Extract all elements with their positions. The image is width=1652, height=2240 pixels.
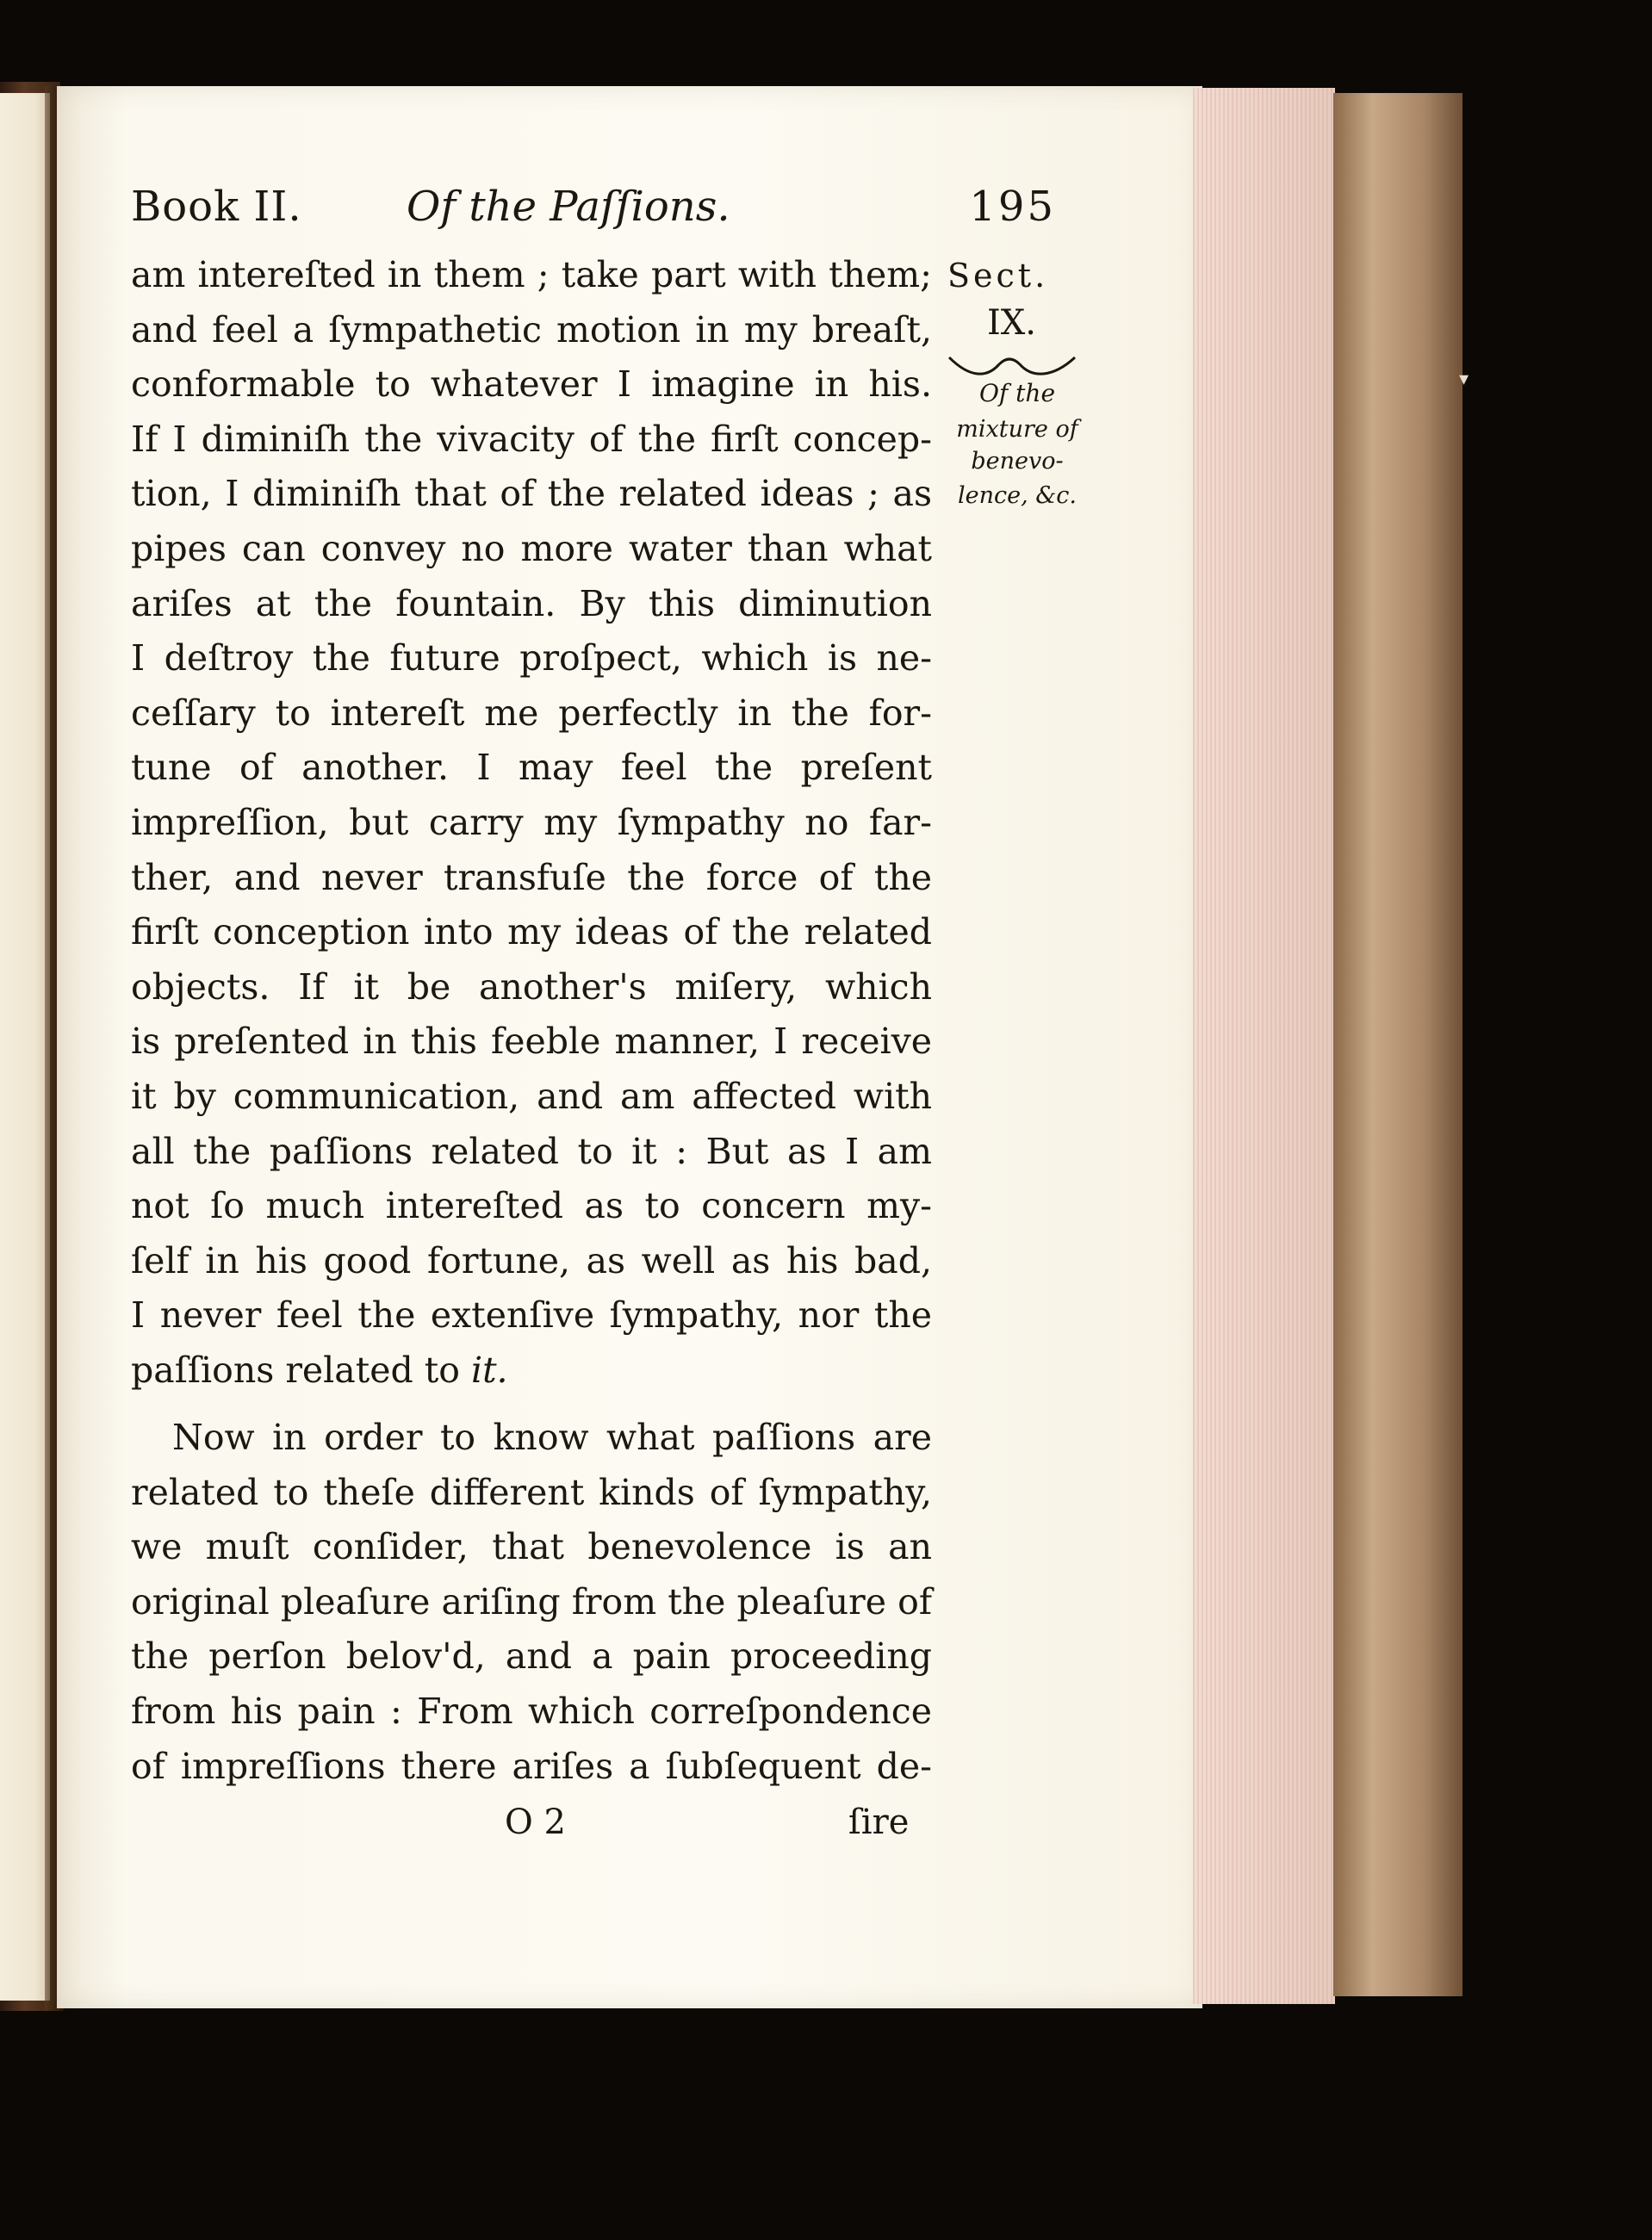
body-line: we muſt conſider, that benevolence is an [131,1526,932,1568]
body-line: ſelf in his good fortune, as well as his bad, [131,1239,932,1281]
body-line: all the paſſions related to it : But as I am [131,1130,932,1172]
body-line: tion, I diminiſh that of the related ideas ; as [131,473,932,515]
body-line: If I diminiſh the vivacity of the firſt concep- [131,418,932,460]
body-line: pipes can convey no more water than what [131,528,932,569]
page-fore-edge [1193,88,1335,2004]
running-head-title: Of the Paſſions. [407,183,730,231]
marginal-note-line: Of the [978,379,1056,407]
body-line: Now in order to know what paſſions are [172,1417,932,1458]
body-line: am intereſted in them ; take part with them; [131,254,932,295]
body-line: of impreſſions there ariſes a ſubſequent de- [131,1745,932,1787]
body-line: it by communication, and am affected with [131,1076,932,1117]
body-line: related to theſe different kinds of ſympathy, [131,1471,932,1513]
body-line: and feel a ſympathetic motion in my breaſt, [131,308,932,351]
left-page-edge [0,93,50,2001]
running-head [131,183,1056,234]
body-line: original pleaſure ariſing from the pleaſure of [131,1580,932,1623]
marginal-note-line: lence, &c. [957,482,1077,509]
body-line: I deſtroy the future proſpect, which is ne- [131,637,932,679]
body-line: is preſented in this feeble manner, I receive [131,1021,932,1063]
body-line: from his pain : From which correſpondence [131,1691,932,1732]
body-line: ariſes at the fountain. By this diminution [131,582,932,624]
brace-ornament [944,349,1082,383]
body-line: paſſions related to it. [131,1350,508,1391]
italic-word: it. [470,1350,508,1391]
body-line: firſt conception into my ideas of the related [131,911,932,953]
section-number: IX. [987,303,1036,343]
marginal-note-line: mixture of [956,416,1078,443]
marginal-note-line: benevo- [971,448,1064,475]
catchword: ſire [848,1803,910,1842]
body-line: objects. If it be another's miſery, which [131,965,932,1008]
body-line: conformable to whatever I imagine in his. [131,363,932,406]
running-head-book: Book II. [131,183,302,231]
signature-mark: O 2 [505,1803,566,1842]
corner-tick: ▾ [1459,369,1469,390]
body-line: ther, and never transfuſe the force of the [131,856,932,898]
body-line: tune of another. I may feel the preſent [131,747,932,789]
body-line: the perſon belov'd, and a pain proceeding [131,1635,932,1678]
body-line: I never feel the extenſive ſympathy, nor the [131,1294,932,1337]
body-line: not ſo much intereſted as to concern my- [131,1185,932,1227]
page-number: 195 [969,183,1056,231]
section-label: Sect. [947,257,1049,295]
back-cover [1333,93,1463,1996]
body-line: impreſſion, but carry my ſympathy no far- [131,802,932,843]
body-line: ceſſary to intereſt me perfectly in the for- [131,692,932,734]
